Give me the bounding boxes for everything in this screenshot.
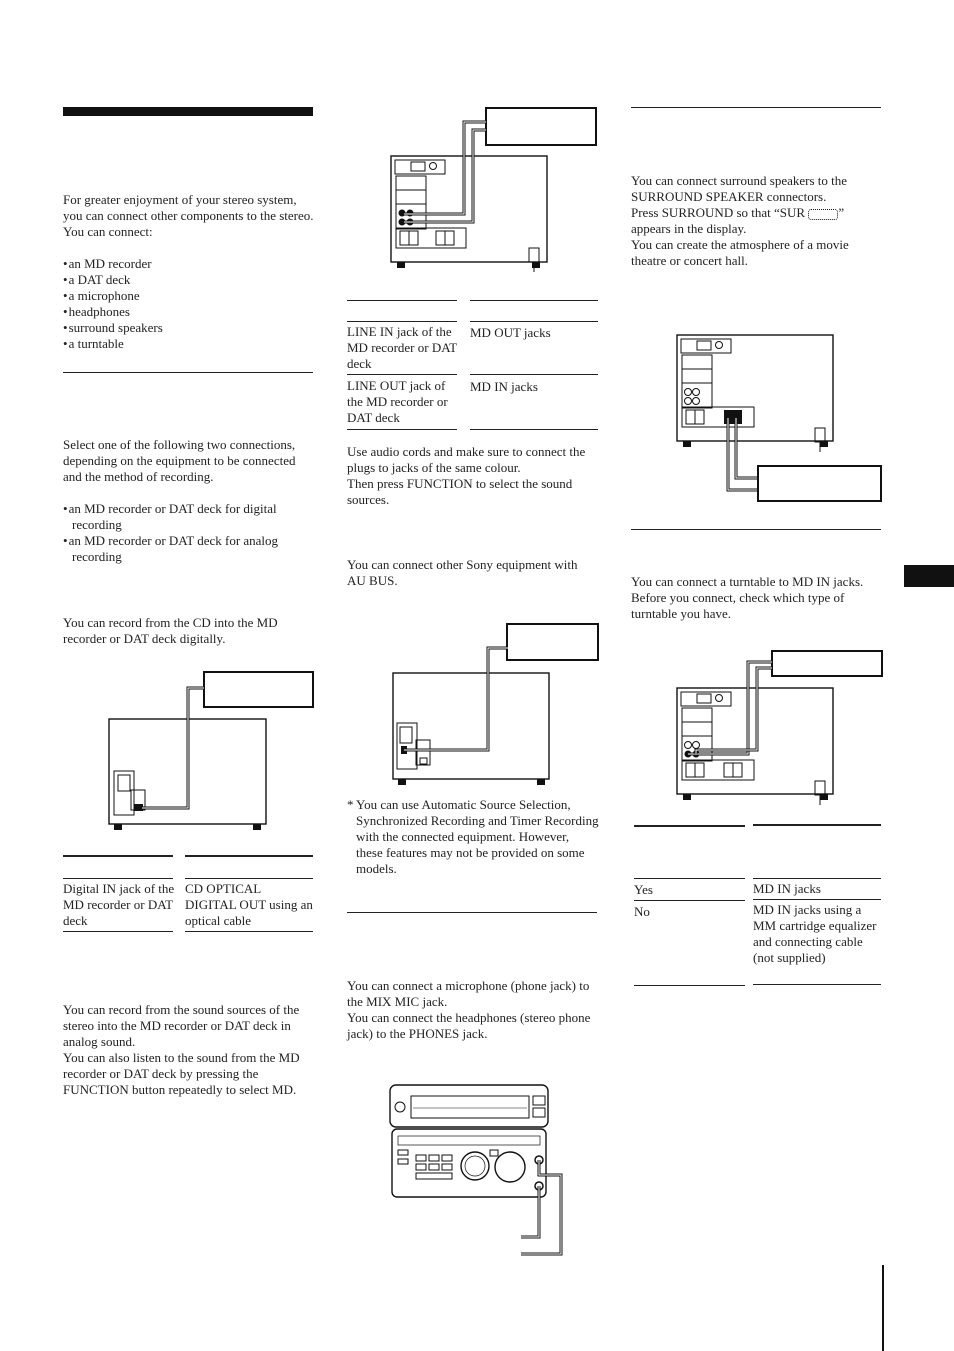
turntable-table-cell: MD IN jacks using a MM cartridge equalizer and connecting cable (not supplied) bbox=[753, 902, 877, 965]
turntable-table-cell: MD IN jacks bbox=[753, 881, 821, 896]
table-rule bbox=[634, 878, 745, 879]
digital-paragraph: You can record from the CD into the MD recorder or DAT deck digitally. bbox=[63, 615, 278, 646]
table-rule bbox=[634, 825, 745, 827]
surround-text: ” appears in the display. bbox=[631, 205, 845, 236]
md-section-paragraph: Select one of the following two connections, depending on the equipment to be connected and the method of recording. bbox=[63, 437, 296, 484]
table-rule bbox=[753, 984, 881, 985]
list-item: • a microphone bbox=[63, 288, 315, 304]
list-item: • an MD recorder bbox=[63, 256, 315, 272]
list-item: • headphones bbox=[63, 304, 315, 320]
digital-table-cell: Digital IN jack of the MD recorder or DAT deck bbox=[63, 881, 175, 928]
aubus-paragraph: You can connect other Sony equipment with AU BUS. bbox=[347, 557, 578, 588]
table-rule bbox=[753, 878, 881, 879]
footnote-text: You can use Automatic Source Selection, Synchronized Recording and Timer Recording with the connected equipment. However, these features may not be provided on some models. bbox=[356, 797, 599, 876]
table-rule bbox=[753, 824, 881, 826]
analog-table-cell: LINE OUT jack of the MD recorder or DAT deck bbox=[347, 378, 448, 425]
analog-paragraph: You can also listen to the sound from the MD recorder or DAT deck by pressing the FUNCTION button repeatedly to select MD. bbox=[63, 1050, 300, 1097]
surround-text: Press SURROUND so that “SUR bbox=[631, 205, 809, 220]
analog-note: Then press FUNCTION to select the sound sources. bbox=[347, 476, 573, 507]
footnote-mark: * bbox=[347, 797, 354, 812]
page-edge-line bbox=[882, 1265, 884, 1351]
table-rule bbox=[753, 899, 881, 900]
intro-paragraph: For greater enjoyment of your stereo system, you can connect other components to the stereo. You can connect: bbox=[63, 192, 314, 239]
surround-paragraph: You can connect surround speakers to the SURROUND SPEAKER connectors. bbox=[631, 173, 848, 204]
analog-note: Use audio cords and make sure to connect the plugs to jacks of the same colour. bbox=[347, 444, 586, 475]
digital-table-cell: CD OPTICAL DIGITAL OUT using an optical cable bbox=[185, 881, 313, 928]
list-item: • an MD recorder or DAT deck for digital recording bbox=[63, 501, 315, 533]
list-item: • an MD recorder or DAT deck for analog recording bbox=[63, 533, 315, 565]
table-rule bbox=[634, 985, 745, 986]
turntable-table-cell: Yes bbox=[634, 882, 653, 897]
analog-table-cell: MD OUT jacks bbox=[470, 325, 551, 340]
table-rule bbox=[634, 900, 745, 901]
analog-table-cell: MD IN jacks bbox=[470, 379, 538, 394]
turntable-table-cell: No bbox=[634, 904, 650, 919]
mic-paragraph: You can connect the headphones (stereo phone jack) to the PHONES jack. bbox=[347, 1010, 591, 1041]
list-item: • a turntable bbox=[63, 336, 315, 352]
turntable-paragraph: You can connect a turntable to MD IN jacks. bbox=[631, 574, 864, 589]
surround-paragraph: You can create the atmosphere of a movie theatre or concert hall. bbox=[631, 237, 849, 268]
list-item: • surround speakers bbox=[63, 320, 315, 336]
analog-table-cell: LINE IN jack of the MD recorder or DAT deck bbox=[347, 324, 457, 371]
mic-paragraph: You can connect a microphone (phone jack) to the MIX MIC jack. bbox=[347, 978, 590, 1009]
list-item: • a DAT deck bbox=[63, 272, 315, 288]
analog-paragraph: You can record from the sound sources of the stereo into the MD recorder or DAT deck in analog sound. bbox=[63, 1002, 300, 1049]
turntable-paragraph: Before you connect, check which type of turntable you have. bbox=[631, 590, 845, 621]
chapter-tab bbox=[904, 565, 954, 587]
